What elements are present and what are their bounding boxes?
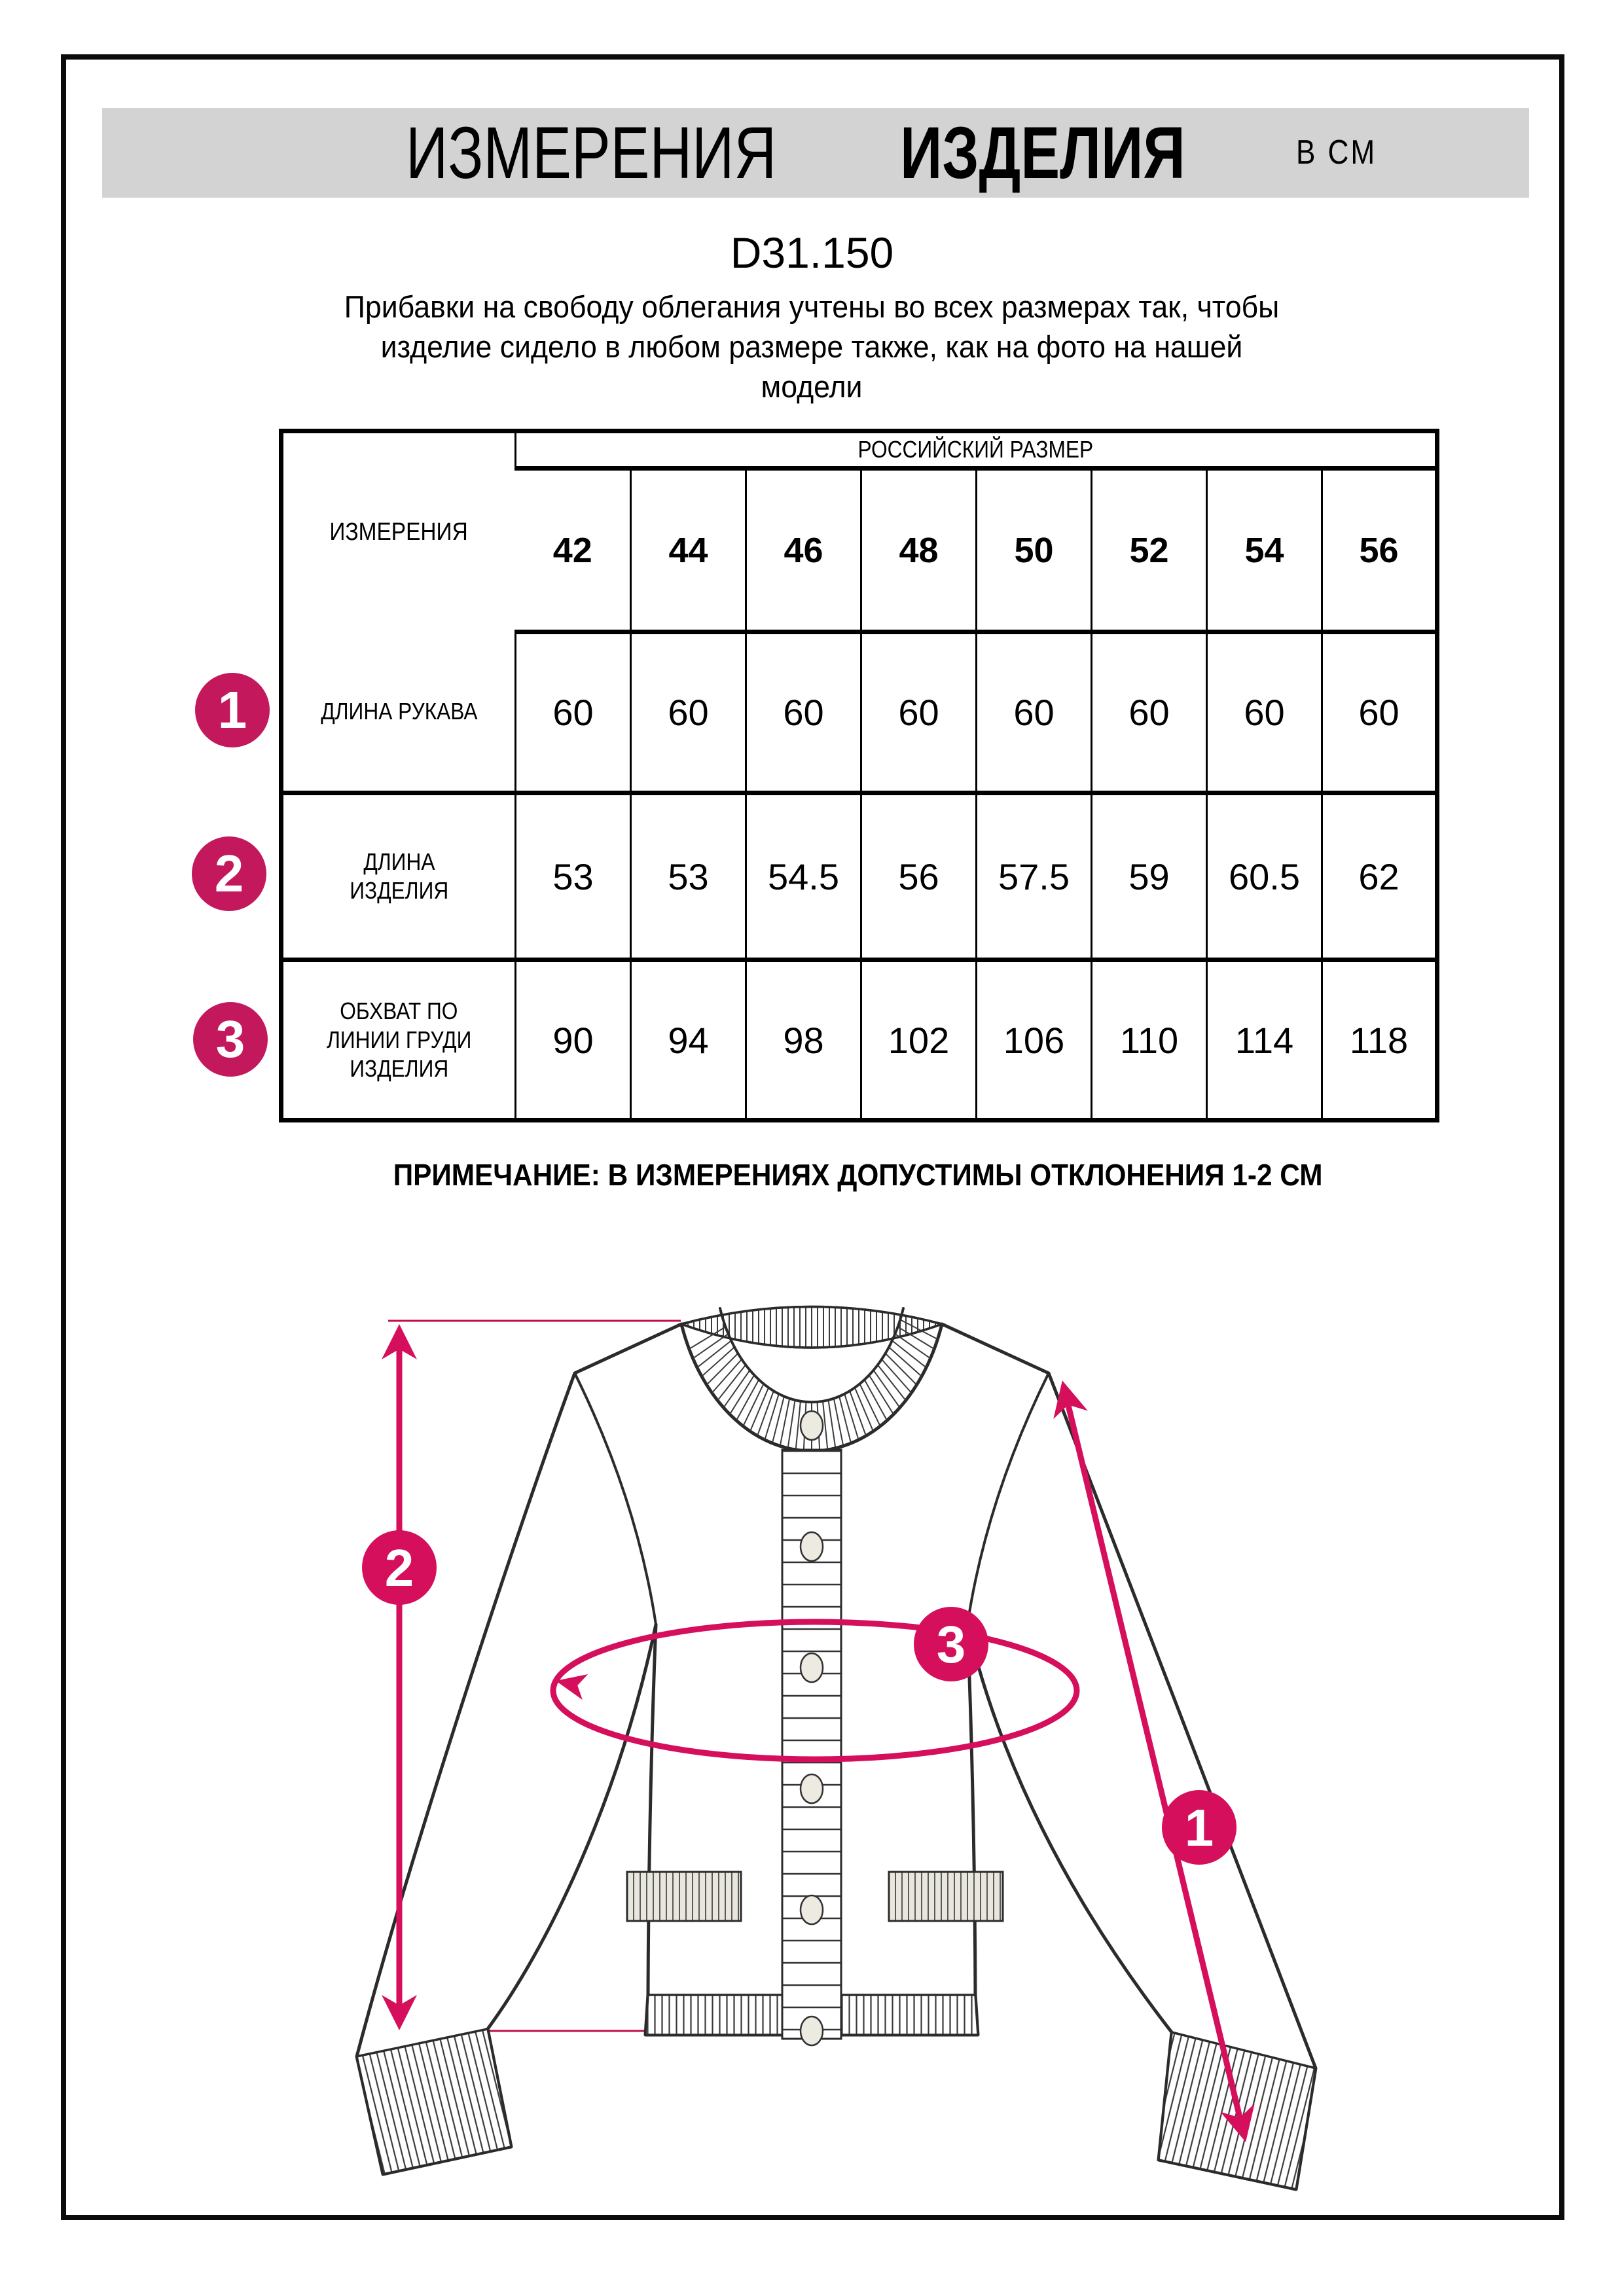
tolerance-note: ПРИМЕЧАНИЕ: В ИЗМЕРЕНИЯХ ДОПУСТИМЫ ОТКЛОНЕНИЯ 1-2 СМ [393,1158,1323,1192]
value-cell: 60 [631,632,746,793]
size-cell: 54 [1207,469,1322,632]
button [801,1774,823,1803]
marker-number-2: 2 [384,1539,414,1597]
pocket-welt-right [889,1872,1003,1921]
button [801,1895,823,1924]
cardigan-drawing [357,1307,1316,2190]
value-cell: 53 [516,793,631,960]
value-cell: 53 [631,793,746,960]
size-cell: 42 [516,469,631,632]
value-cell: 110 [1092,960,1207,1121]
pocket-welt-left [627,1872,741,1921]
table-row-sleeve-length [281,632,1437,793]
value-cell: 60 [977,632,1092,793]
value-cell: 60 [1322,632,1437,793]
button [801,2017,823,2045]
value-cell: 102 [861,960,977,1121]
value-cell: 56 [861,793,977,960]
value-cell: 60 [516,632,631,793]
value-cell: 60 [1092,632,1207,793]
size-cell: 44 [631,469,746,632]
value-cell: 118 [1322,960,1437,1121]
value-cell: 57.5 [977,793,1092,960]
row-label: ДЛИНА ИЗДЕЛИЯ [281,793,516,960]
table-row-chest-girth [281,960,1437,1121]
title-word-product: ИЗДЕЛИЯ [900,112,1185,194]
intro-line: изделие сидело в любом размере также, как на фото на нашей [380,329,1243,364]
table-row-product-length [281,793,1437,960]
marker-number-1: 1 [1184,1799,1214,1857]
size-cell: 52 [1092,469,1207,632]
size-group-header: РОССИЙСКИЙ РАЗМЕР [516,431,1437,469]
model-number: D31.150 [730,228,894,277]
marker-number-3: 3 [936,1615,966,1674]
button [801,1653,823,1682]
row-label: ОБХВАТ ПО ЛИНИИ ГРУДИ ИЗДЕЛИЯ [326,997,472,1082]
value-cell: 94 [631,960,746,1121]
title-band [102,108,1529,198]
cardigan-measurement-diagram [61,1217,1563,2219]
value-cell: 114 [1207,960,1322,1121]
value-cell: 106 [977,960,1092,1121]
value-cell: 62 [1322,793,1437,960]
value-cell: 90 [516,960,631,1121]
value-cell: 60 [746,632,861,793]
measurements-table [279,429,1439,1122]
size-cell: 56 [1322,469,1437,632]
intro-paragraph [157,287,1466,406]
value-cell: 60 [861,632,977,793]
size-cell: 46 [746,469,861,632]
value-cell: 98 [746,960,861,1121]
measure-column-header: ИЗМЕРЕНИЯ [329,518,469,547]
row-number-badge-1: 1 [195,673,270,747]
intro-line: Прибавки на свободу облегания учтены во всех размерах так, чтобы [344,289,1280,324]
row-label: ДЛИНА РУКАВА [281,632,516,793]
button [801,1411,823,1440]
row-number-badge-2: 2 [192,836,266,911]
value-cell: 60 [1207,632,1322,793]
value-cell: 59 [1092,793,1207,960]
value-cell: 60.5 [1207,793,1322,960]
title-unit-cm: В СМ [1296,134,1377,171]
size-cell: 48 [861,469,977,632]
value-cell: 54.5 [746,793,861,960]
size-cell: 50 [977,469,1092,632]
cuff-left [357,2029,511,2174]
title-word-measurements: ИЗМЕРЕНИЯ [406,112,777,194]
button [801,1532,823,1561]
intro-line: модели [761,369,863,404]
row-number-badge-3: 3 [193,1002,268,1077]
